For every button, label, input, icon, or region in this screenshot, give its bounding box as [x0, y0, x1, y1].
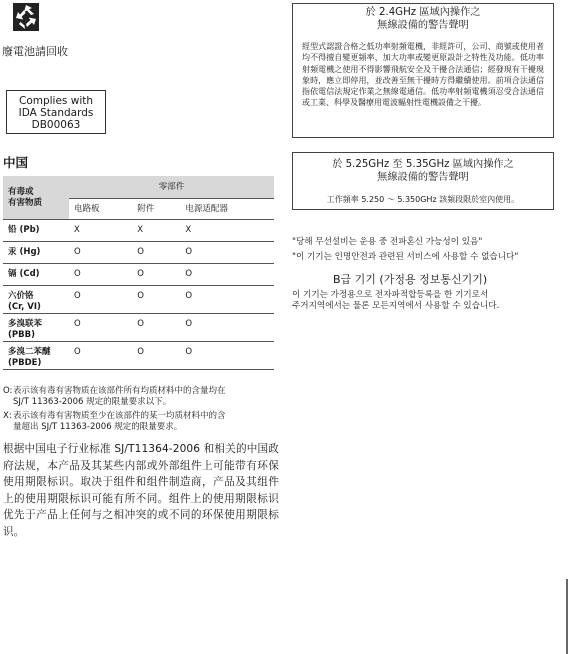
table-row [3, 342, 274, 370]
value-cell: O [180, 242, 274, 264]
column-header: 附件 [132, 199, 180, 220]
value-cell: O [69, 242, 132, 264]
value-cell: O [132, 286, 180, 314]
value-cell: O [132, 342, 180, 370]
note-text: SJ/T 11363-2006 规定的限量要求以下。 [13, 397, 172, 407]
value-cell: X [180, 220, 274, 242]
box-title-line: 於 5.25GHz 至 5.35GHz 區域內操作之 [332, 159, 514, 170]
ida-line: Complies with [18, 95, 94, 107]
header-parts: 零部件 [69, 176, 274, 199]
value-cell: O [69, 342, 132, 370]
value-cell: O [180, 264, 274, 286]
ida-compliance-box [6, 90, 106, 134]
value-cell: O [69, 264, 132, 286]
value-cell: O [180, 342, 274, 370]
hazardous-substances-table [3, 176, 274, 370]
note-text: 量超出 SJ/T 11363-2006 规定的限量要求。 [13, 422, 183, 432]
note-o [3, 386, 278, 408]
ida-line: DB00063 [31, 119, 81, 131]
china-heading: 中国 [3, 155, 29, 170]
value-cell: O [69, 314, 132, 342]
note-x [3, 411, 278, 433]
value-cell: O [180, 286, 274, 314]
taiwan-5ghz-warning-box [292, 152, 554, 210]
table-row [3, 242, 274, 264]
value-cell: O [132, 264, 180, 286]
korea-body-line: 이 기기는 가정용으로 전자파적합등록을 한 기기로서 [292, 290, 489, 300]
substance-cell: 汞 (Hg) [3, 242, 69, 264]
table-row [3, 314, 274, 342]
battery-recycle-icon [12, 2, 40, 32]
substance-cell: 镉 (Cd) [3, 264, 69, 286]
korea-warning-2: "이 기기는 인명안전과 관련된 서비스에 사용할 수 없습니다" [292, 252, 519, 262]
recycle-caption: 廢電池請回收 [2, 45, 68, 58]
box-title-line: 無線設備的警告聲明 [377, 172, 469, 183]
header-substance [3, 176, 69, 220]
table-row [3, 264, 274, 286]
box-title [293, 158, 553, 184]
substance-cell: 多溴联苯 (PBB) [3, 314, 69, 342]
note-key: X: [3, 411, 12, 421]
box-body: 工作頻率 5.250 ～ 5.350GHz 該頻段限於室內使用。 [326, 195, 520, 204]
column-header: 电路板 [69, 199, 132, 220]
substance-cell: 六价铬 (Cr, VI) [3, 286, 69, 314]
table-row [3, 220, 274, 242]
korea-warning-1: "당해 무선설비는 운용 중 전파혼신 가능성이 있음" [292, 237, 483, 247]
header-substance-text: 有毒或 有害物质 [8, 186, 43, 208]
table-row [3, 286, 274, 314]
value-cell: O [132, 314, 180, 342]
note-text: 表示该有毒有害物质在该部件所有均质材料中的含量均在 [13, 386, 226, 396]
value-cell: X [132, 220, 180, 242]
substance-cell: 多溴二苯醚 (PBDE) [3, 342, 69, 370]
note-text: 表示该有毒有害物质至少在该部件的某一均质材料中的含 [13, 411, 226, 421]
value-cell: O [69, 286, 132, 314]
box-title-line: 於 2.4GHz 區域內操作之 [365, 7, 481, 18]
note-key: O: [3, 386, 13, 396]
box-title [293, 6, 553, 32]
value-cell: O [180, 314, 274, 342]
ida-line: IDA Standards [18, 107, 94, 119]
value-cell: X [69, 220, 132, 242]
column-header: 电源适配器 [180, 199, 274, 220]
box-title-line: 無線設備的警告聲明 [377, 20, 469, 31]
value-cell: O [132, 242, 180, 264]
china-epup-paragraph: 根据中国电子行业标准 SJ/T11364-2006 和相关的中国政府法规，本产品及其某些内部或外部组件上可能带有环保使用期限标识。取决于组件和组件制造商，产品及其组件上的使用期限标识可能有所不同。组件上的使用期限标识优先于产品上任何与之相冲突的或不同的环保使用期限标识。 [3, 443, 279, 538]
korea-body-line: 주거지역에서는 물론 모든지역에서 사용할 수 있습니다. [292, 301, 500, 311]
korea-class-b-title: B급 기기 (가정용 정보통신기기) [333, 273, 488, 286]
box-body: 經型式認證合格之低功率射頻電機，非經許可，公司、商號或使用者均不得擅自變更頻率、加大功率或變更原設計之特性及功能。低功率射頻電機之使用不得影響飛航安全及干擾合法通信；經發現有干擾現象時，應立即停用，並改善至無干擾時方得繼續使用。前項合法通信指依電信法規定作業之無線電通信。低功率射頻電機須忍受合法通信或工業、科學及醫療用電波輻射性電機設備之干擾。 [302, 42, 544, 108]
substance-cell: 铅 (Pb) [3, 220, 69, 242]
taiwan-2-4ghz-warning-box [292, 3, 554, 138]
